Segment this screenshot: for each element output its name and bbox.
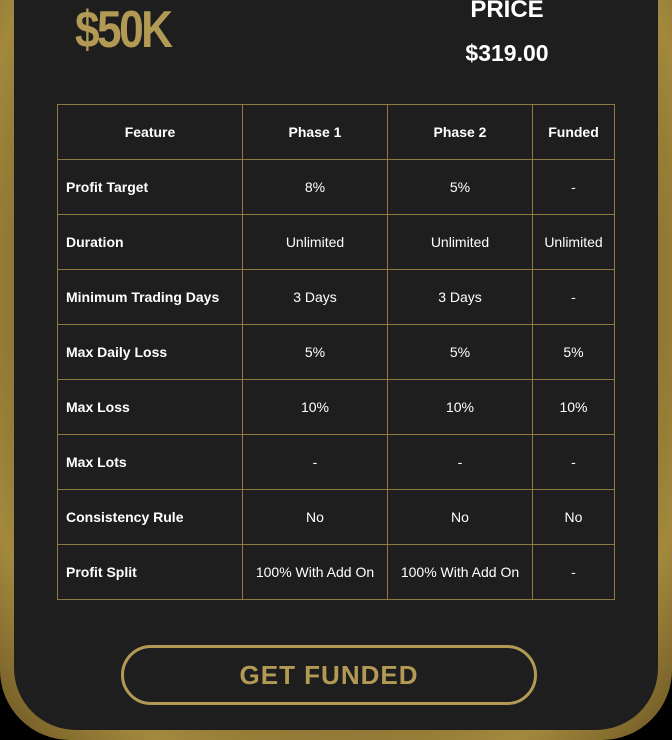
table-row	[58, 435, 615, 490]
feature-cell: Max Loss	[58, 380, 243, 435]
phase-2-cell: 5%	[388, 325, 533, 380]
phase-2-cell: 100% With Add On	[388, 545, 533, 600]
header-phase-1: Phase 1	[243, 105, 388, 160]
phase-1-cell: 3 Days	[243, 270, 388, 325]
table-row	[58, 545, 615, 600]
funded-cell: -	[533, 545, 615, 600]
phase-1-cell: 100% With Add On	[243, 545, 388, 600]
feature-cell: Duration	[58, 215, 243, 270]
phase-2-cell: No	[388, 490, 533, 545]
plan-size-title: $50K	[75, 1, 171, 59]
feature-cell: Max Daily Loss	[58, 325, 243, 380]
funded-cell: 10%	[533, 380, 615, 435]
feature-cell: Max Lots	[58, 435, 243, 490]
header-phase-2: Phase 2	[388, 105, 533, 160]
phase-1-cell: No	[243, 490, 388, 545]
funded-cell: No	[533, 490, 615, 545]
funded-cell: Unlimited	[533, 215, 615, 270]
table-row	[58, 160, 615, 215]
get-funded-label: GET FUNDED	[239, 660, 419, 690]
header-funded: Funded	[533, 105, 615, 160]
header-feature: Feature	[58, 105, 243, 160]
phase-2-cell: Unlimited	[388, 215, 533, 270]
phase-1-cell: 10%	[243, 380, 388, 435]
phase-2-cell: 5%	[388, 160, 533, 215]
phase-1-cell: -	[243, 435, 388, 490]
funded-cell: -	[533, 435, 615, 490]
funded-cell: -	[533, 270, 615, 325]
price-label: PRICE	[470, 0, 544, 23]
phase-2-cell: -	[388, 435, 533, 490]
rules-table	[57, 104, 615, 600]
feature-cell: Profit Target	[58, 160, 243, 215]
feature-cell: Profit Split	[58, 545, 243, 600]
phase-1-cell: Unlimited	[243, 215, 388, 270]
table-row	[58, 380, 615, 435]
feature-cell: Consistency Rule	[58, 490, 243, 545]
phase-2-cell: 10%	[388, 380, 533, 435]
table-row	[58, 490, 615, 545]
funded-cell: 5%	[533, 325, 615, 380]
table-row	[58, 325, 615, 380]
price-value: $319.00	[465, 40, 549, 66]
table-row	[58, 215, 615, 270]
phase-1-cell: 5%	[243, 325, 388, 380]
phase-1-cell: 8%	[243, 160, 388, 215]
table-row	[58, 270, 615, 325]
phase-2-cell: 3 Days	[388, 270, 533, 325]
funded-cell: -	[533, 160, 615, 215]
feature-cell: Minimum Trading Days	[58, 270, 243, 325]
table-header-row	[58, 105, 615, 160]
get-funded-button[interactable]	[121, 645, 537, 705]
